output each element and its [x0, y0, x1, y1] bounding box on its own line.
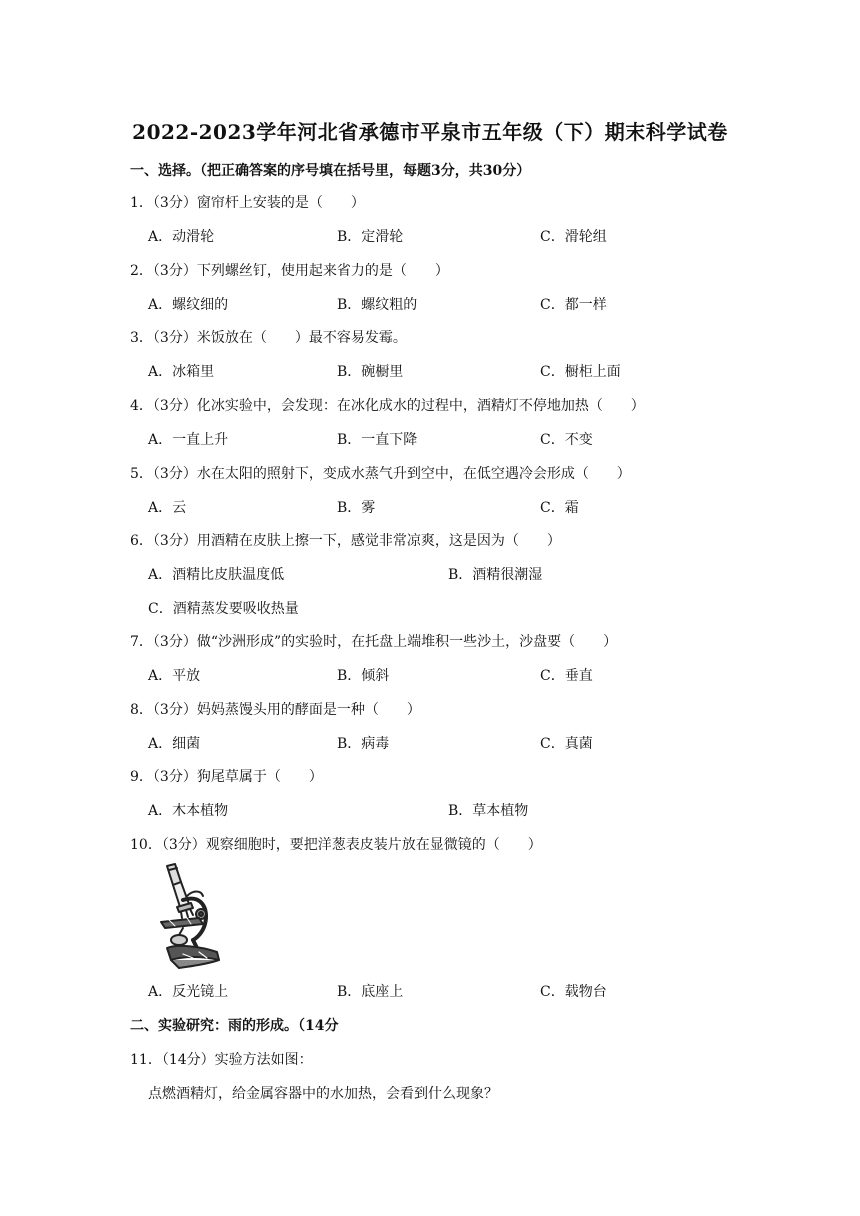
question-stem: 4．（3分）化冰实验中，会发现：在冰化成水的过程中，酒精灯不停地加热（ ） — [130, 398, 645, 414]
option-c: C．垂直 — [540, 668, 593, 684]
page-title: 2022-2023学年河北省承德市平泉市五年级（下）期末科学试卷 — [132, 120, 728, 144]
option-c: C．霜 — [540, 500, 579, 516]
option-a: A．一直上升 — [148, 432, 229, 448]
section-heading-experiment: 二、实验研究：雨的形成。（14分 — [130, 1018, 339, 1034]
section-heading-choice: 一、选择。（把正确答案的序号填在括号里，每题3分，共30分） — [130, 163, 531, 179]
option-b: B．螺纹粗的 — [337, 297, 418, 313]
option-a: A．反光镜上 — [148, 984, 229, 1000]
microscope-figure — [143, 860, 223, 972]
option-b: B．碗橱里 — [337, 364, 404, 380]
question-stem: 8．（3分）妈妈蒸馒头用的酵面是一种（ ） — [130, 702, 421, 718]
option-a: A．平放 — [148, 668, 201, 684]
question-stem: 6．（3分）用酒精在皮肤上擦一下，感觉非常凉爽，这是因为（ ） — [130, 533, 561, 549]
option-a: A．云 — [148, 500, 187, 516]
question-stem: 7．（3分）做“沙洲形成”的实验时，在托盘上端堆积一些沙土，沙盘要（ ） — [130, 634, 618, 650]
option-b: B．定滑轮 — [337, 229, 404, 245]
option-a: A．细菌 — [148, 736, 201, 752]
option-c: C．载物台 — [540, 984, 607, 1000]
option-b: B．底座上 — [337, 984, 404, 1000]
option-b: B．病毒 — [337, 736, 390, 752]
question-stem: 1．（3分）窗帘杆上安装的是（ ） — [130, 195, 365, 211]
option-a: A．动滑轮 — [148, 229, 215, 245]
question-stem: 9．（3分）狗尾草属于（ ） — [130, 769, 323, 785]
question-stem: 2．（3分）下列螺丝钉，使用起来省力的是（ ） — [130, 263, 449, 279]
option-a: A．木本植物 — [148, 803, 229, 819]
question-text: 点燃酒精灯，给金属容器中的水加热，会看到什么现象？ — [148, 1086, 498, 1102]
option-b: B．酒精很潮湿 — [448, 567, 543, 583]
option-b: B．草本植物 — [448, 803, 529, 819]
option-c: C．酒精蒸发要吸收热量 — [148, 601, 299, 617]
option-b: B．一直下降 — [337, 432, 418, 448]
option-c: C．滑轮组 — [540, 229, 607, 245]
option-c: C．都一样 — [540, 297, 607, 313]
option-a: A．冰箱里 — [148, 364, 215, 380]
option-a: A．螺纹细的 — [148, 297, 229, 313]
question-stem: 11．（14分）实验方法如图： — [130, 1052, 313, 1068]
option-a: A．酒精比皮肤温度低 — [148, 567, 285, 583]
option-c: C．不变 — [540, 432, 593, 448]
option-b: B．雾 — [337, 500, 376, 516]
option-c: C．橱柜上面 — [540, 364, 621, 380]
option-b: B．倾斜 — [337, 668, 390, 684]
question-stem: 5．（3分）水在太阳的照射下，变成水蒸气升到空中，在低空遇冷会形成（ ） — [130, 466, 631, 482]
option-c: C．真菌 — [540, 736, 593, 752]
question-stem: 10．（3分）观察细胞时，要把洋葱表皮装片放在显微镜的（ ） — [130, 837, 542, 853]
question-stem: 3．（3分）米饭放在（ ）最不容易发霉。 — [130, 330, 407, 346]
